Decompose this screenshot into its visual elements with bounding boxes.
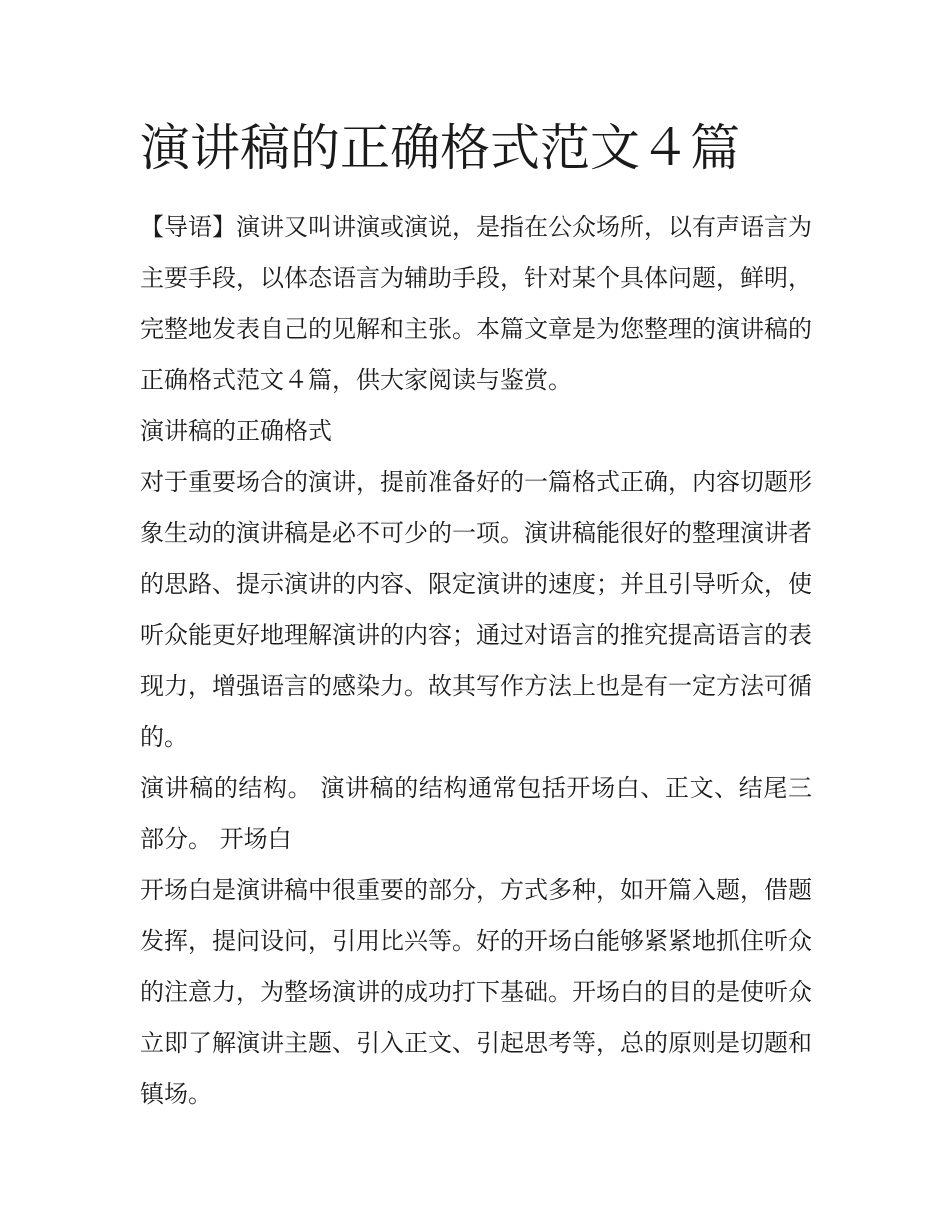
- opening-paragraph: 开场白是演讲稿中很重要的部分，方式多种，如开篇入题，借题发挥，提问设问，引用比兴等。好的开场白能够紧紧地抓住听众的注意力，为整场演讲的成功打下基础。开场白的目的是使听众立即了解演讲主题、引入正文、引起思考等，总的原则是切题和镇场。: [140, 876, 812, 1108]
- document-title: 演讲稿的正确格式范文４篇: [140, 119, 740, 177]
- document-body: [140, 202, 812, 1120]
- intro-paragraph: 【导语】演讲又叫讲演或演说，是指在公众场所，以有声语言为主要手段，以体态语言为辅助手段，针对某个具体问题，鲜明，完整地发表自己的见解和主张。本篇文章是为您整理的演讲稿的正确格式范文４篇，供大家阅读与鉴赏。: [140, 213, 812, 394]
- section-heading: 演讲稿的正确格式: [140, 417, 332, 445]
- structure-paragraph: 演讲稿的结构。 演讲稿的结构通常包括开场白、正文、结尾三部分。 开场白: [140, 774, 812, 853]
- body-paragraph: 对于重要场合的演讲，提前准备好的一篇格式正确，内容切题形象生动的演讲稿是必不可少的一项。演讲稿能很好的整理演讲者的思路、提示演讲的内容、限定演讲的速度；并且引导听众，使听众能更好地理解演讲的内容；通过对语言的推究提高语言的表现力，增强语言的感染力。故其写作方法上也是有一定方法可循的。: [140, 468, 812, 751]
